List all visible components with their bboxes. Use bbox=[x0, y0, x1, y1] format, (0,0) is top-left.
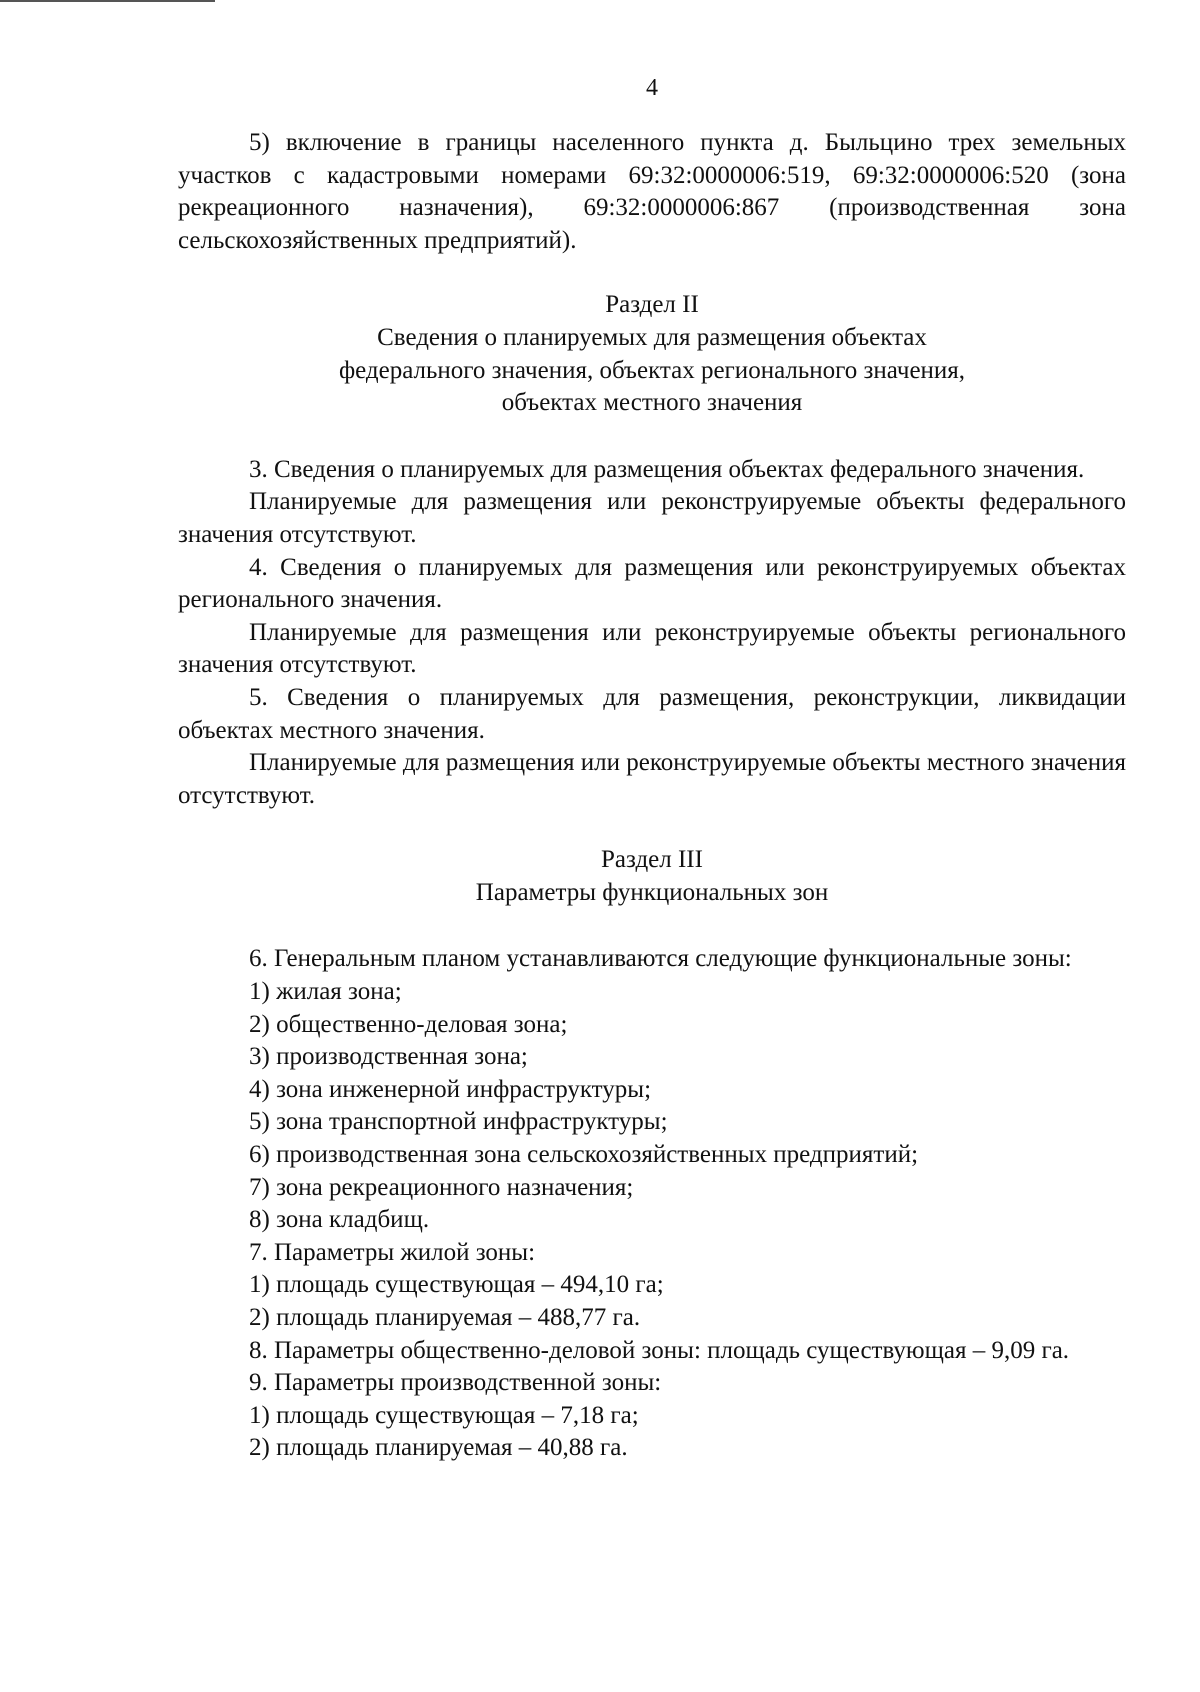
industrial-area-item: 1) площадь существующая – 7,18 га; bbox=[249, 1401, 639, 1429]
section-3-label: Раздел III bbox=[601, 846, 703, 874]
residential-area-item: 2) площадь планируемая – 488,77 га. bbox=[249, 1304, 641, 1331]
scan-edge-line bbox=[0, 0, 215, 2]
zone-list-item: 7) зона рекреационного назначения; bbox=[249, 1173, 634, 1201]
zone-list-item: 6) производственная зона сельскохозяйственных предприятий; bbox=[249, 1141, 919, 1169]
residential-area-item: 1) площадь существующая – 494,10 га; bbox=[249, 1271, 664, 1299]
section-3-title: Параметры функциональных зон bbox=[475, 878, 829, 906]
section-2-label: Раздел II bbox=[605, 291, 699, 319]
zone-list-item: 4) зона инженерной инфраструктуры; bbox=[249, 1075, 652, 1103]
paragraph-4: 4. Сведения о планируемых для размещения или реконструируемых объектах регионального значения. bbox=[178, 553, 1126, 614]
intro-paragraph: 5) включение в границы населенного пункта д. Быльцино трех земельных участков с кадастровыми номерами 69:32:0000006:519, 69:32:0000006:520 (зона рекреационного назначения), 69:32:0000006:867 (производственная зона сельскохозяйственных предприятий). bbox=[178, 129, 1126, 254]
zone-list-item: 1) жилая зона; bbox=[249, 978, 402, 1006]
paragraph-4-note: Планируемые для размещения или реконструируемые объекты регионального значения отсутствуют. bbox=[178, 618, 1126, 679]
zone-list-item: 8) зона кладбищ. bbox=[249, 1206, 430, 1234]
section-2-title-line-2: федерального значения, объектах регионального значения, bbox=[338, 356, 966, 384]
paragraph-6: 6. Генеральным планом устанавливаются следующие функциональные зоны: bbox=[249, 945, 1072, 973]
industrial-area-item: 2) площадь планируемая – 40,88 га. bbox=[249, 1434, 628, 1462]
zone-list-item: 5) зона транспортной инфраструктуры; bbox=[249, 1108, 668, 1136]
zone-list-item: 2) общественно-деловая зона; bbox=[249, 1010, 568, 1038]
paragraph-8: 8. Параметры общественно-деловой зоны: площадь существующая – 9,09 га. bbox=[249, 1336, 1070, 1364]
paragraph-9: 9. Параметры производственной зоны: bbox=[249, 1369, 662, 1397]
paragraph-3: 3. Сведения о планируемых для размещения объектах федерального значения. bbox=[249, 455, 1085, 483]
section-2-title-line-3: объектах местного значения bbox=[501, 389, 803, 417]
document-body bbox=[178, 127, 1126, 1465]
paragraph-3-note: Планируемые для размещения или реконструируемые объекты федерального значения отсутствуют. bbox=[178, 488, 1126, 548]
paragraph-7: 7. Параметры жилой зоны: bbox=[249, 1238, 536, 1266]
paragraph-5: 5. Сведения о планируемых для размещения, реконструкции, ликвидации объектах местного значения. bbox=[178, 683, 1126, 744]
section-2-title-line-1: Сведения о планируемых для размещения объектах bbox=[377, 323, 927, 351]
paragraph-5-note: Планируемые для размещения или реконструируемые объекты местного значения отсутствуют. bbox=[178, 749, 1126, 809]
zone-list-item: 3) производственная зона; bbox=[249, 1043, 528, 1071]
page-number: 4 bbox=[646, 75, 658, 101]
